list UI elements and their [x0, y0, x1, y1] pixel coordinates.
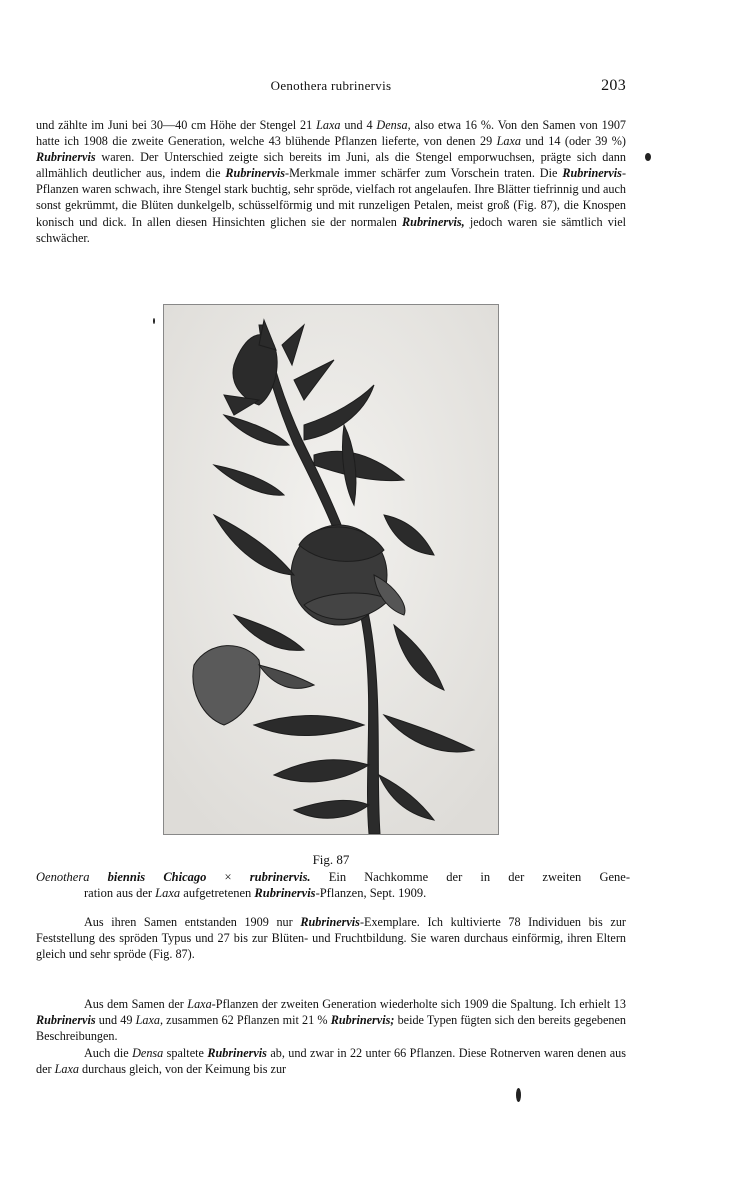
paragraph-3: Aus dem Samen der Laxa-Pflanzen der zweiten Generation wiederholte sich 1909 die Spaltung. Ich erhielt 13 Rubrinervis und 49 Laxa, zusammen 62 Pflanzen mit 21 % Rubrinervis; beide Typen fügten sich den bereits gegebenen Beschreibungen.	[36, 997, 626, 1044]
print-speck	[153, 318, 155, 324]
running-header	[36, 78, 626, 98]
paragraph-4: Auch die Densa spaltete Rubrinervis ab, und zwar in 22 unter 66 Pflanzen. Diese Rotnerven waren denen aus der Laxa durchaus gleich, von der Keimung bis zur	[36, 1046, 626, 1077]
running-title: Oenothera rubrinervis	[270, 78, 392, 93]
figure-label: Fig. 87	[312, 852, 350, 867]
paragraph-1: und zählte im Juni bei 30—40 cm Höhe der Stengel 21 Laxa und 4 Densa, also etwa 16 %. Von den Samen von 1907 hatte ich 1908 die zweite Generation, welche 43 blühende Pflanzen lieferte, von denen 29 Laxa und 14 (oder 39 %) Rubrinervis waren. Der Unterschied zeigte sich bereits im Juni, als die Stengel emporwuchsen, prägte sich dann allmählich deutlicher aus, indem die Rubrinervis-Merkmale immer schärfer zum Vorschein traten. Die Rubrinervis-Pflanzen waren schwach, ihre Stengel stark buchtig, sehr spröde, vielfach rot angelaufen. Ihre Blätter tiefrinnig und auch sonst gekrümmt, die Blüten dunkelgelb, schüsselförmig und mit runzeligen Petalen, meist groß (Fig. 87), die Knospen konisch und dick. In allen diesen Hinsichten glichen sie der normalen Rubrinervis, jedoch waren sie sämtlich viel schwächer.	[36, 118, 627, 245]
plant-photo	[164, 305, 498, 834]
print-speck	[645, 153, 651, 161]
figure-photo	[163, 304, 499, 835]
figure-caption: Oenothera biennis Chicago × rubrinervis. Ein Nachkomme der in der zweiten Gene- ration aus der Laxa aufgetretenen Rubrinervis-Pflanzen, Sept. 1909.	[36, 870, 630, 900]
print-speck	[516, 1088, 521, 1102]
page-number: 203	[601, 77, 626, 94]
paragraph-2: Aus ihren Samen entstanden 1909 nur Rubrinervis-Exemplare. Ich kultivierte 78 Individuen bis zur Feststellung des spröden Typus und 27 bis zur Blüten- und Fruchtbildung. Sie waren durchaus einförmig, ihren Eltern gleich und sehr spröde (Fig. 87).	[36, 915, 626, 962]
